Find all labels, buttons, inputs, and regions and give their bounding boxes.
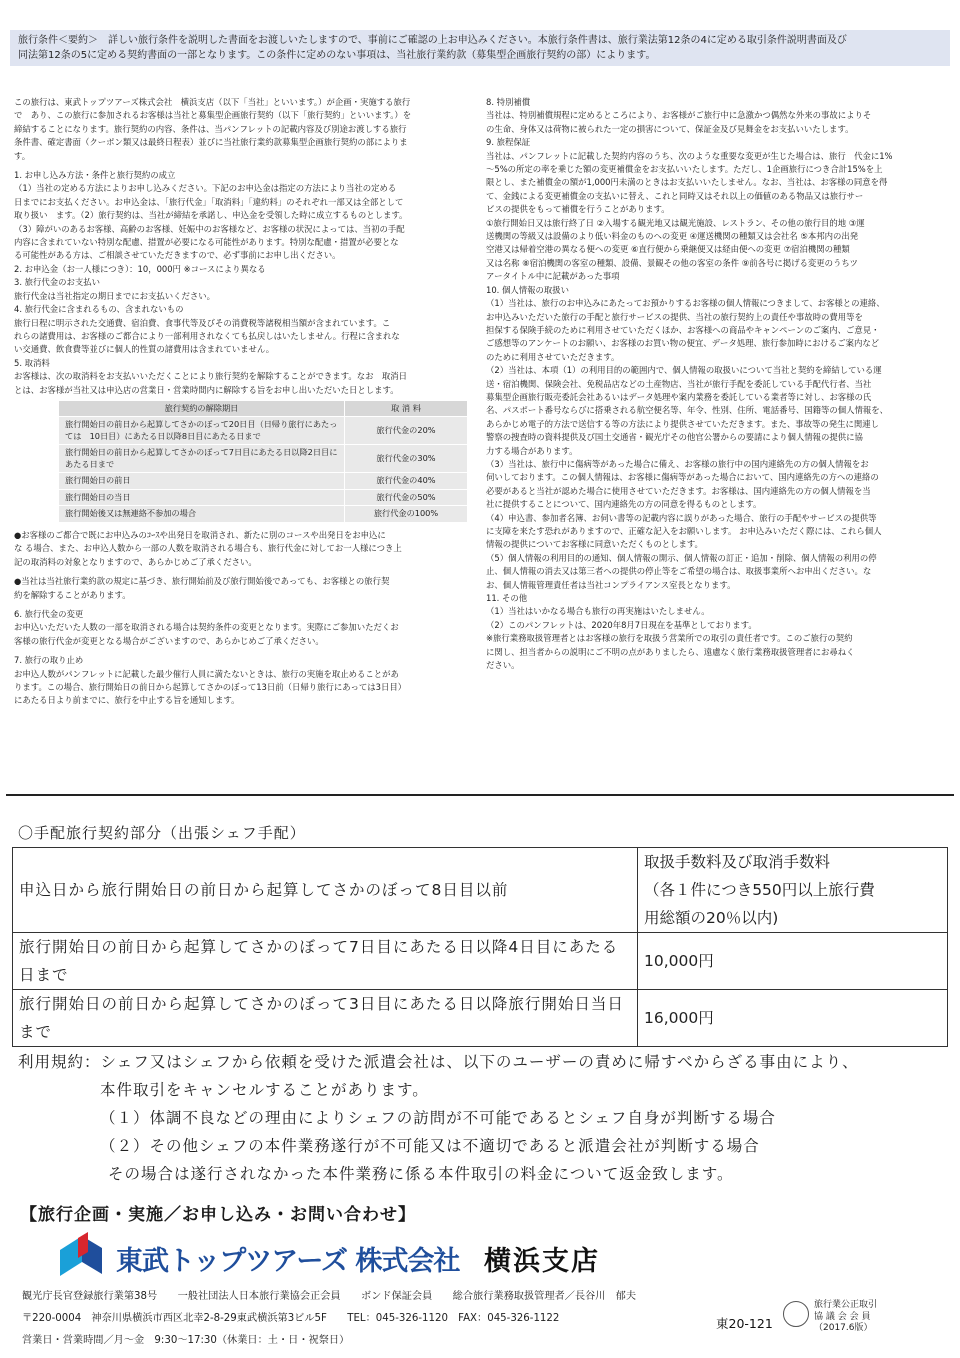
section-line: 社に提供することについて、国内連絡先の方の同意を得るものとします。 [486, 499, 762, 510]
section-line: に支障を来たす恐れがありますので、正確な記入をお願いします。 お申込みいただく際には、これら個人 [486, 526, 882, 536]
table-row [13, 848, 948, 933]
intro-line: この旅行は、東武トップツアーズ株式会社 横浜支店（以下「当社」といいます。）が企画・実施する旅行 [14, 97, 411, 107]
section-line: ①旅行開始日又は旅行終了日 ②入場する観光地又は観光施設、レストラン、その他の旅行目的地 ③運 [486, 217, 865, 228]
section-heading: 4. 旅行代金に含まれるもの、含まれないもの [14, 304, 184, 315]
section-line: （2）このパンフレットは、2020年8月7日現在を基準としております。 [486, 619, 757, 630]
intro-line: 締結することになります。旅行契約の内容、条件は、当パンフレットの記載内容及び別途お渡しする旅行 [14, 123, 407, 134]
section-heading: 9. 旅程保証 [486, 137, 531, 148]
section-line: アータイトル中に記載があった事項 [486, 271, 620, 282]
table-cell-period: 旅行開始日の前日から起算してさかのぼって7日目にあたる日以降4日目にあたる日まで [13, 933, 638, 990]
section-line: あらかじめ電子的方法で送信する等の方法により提供させていただきます。また、事故等の発生に関連し [486, 418, 879, 429]
section-line: 担保する保険手続のために利用させていただくほか、お客様への商品やキャンペーンのご案内、ご意見・ [486, 324, 880, 335]
section-line: （1）当社は、旅行のお申込みにあたってお預かりするお客様の個人情報につきまして、お客様との連絡、 [486, 298, 885, 309]
branch-name: 横浜支店 [484, 1246, 600, 1277]
section-line: 日までにお支払ください。お申込金は、「旅行代金」「取消料」「違約料」のそれぞれ一部又は全部として [14, 196, 404, 207]
table-cell-period: 旅行開始日の前日 [59, 473, 345, 490]
association-line: （2017.6版） [814, 1323, 873, 1333]
arranged-travel-fee-table [12, 847, 948, 1047]
section-line: 力する場合があります。 [486, 445, 578, 456]
table-cell-fee: 16,000円 [638, 990, 948, 1047]
table-cell-period: 旅行開始日の前日から起算してさかのぼって3日目にあたる日以降旅行開始日当日まで [13, 990, 638, 1047]
section-line: る可能性がある方は、ご相談させていただきますので、必ず事前にお申し出ください。 [14, 250, 341, 261]
note-contract-termination [14, 575, 466, 602]
left-column [14, 96, 466, 708]
table-cell-period: 申込日から旅行開始日の前日から起算してさかのぼって8日目以前 [13, 848, 638, 933]
section-line: ご感想等のアンケートのお願い、お客様のお買い物の便宜、データ処理、旅行参加時におけるご案内など [486, 338, 880, 349]
table-header-row [59, 400, 468, 417]
association-label [814, 1300, 877, 1335]
section-heading: 8. 特別補償 [486, 97, 531, 107]
note-line: 約を解除することがあります。 [14, 589, 131, 600]
contact-title: 【旅行企画・実施／お申し込み・お問い合わせ】 [20, 1205, 416, 1225]
table-row [59, 506, 468, 523]
banner-line-1: 旅行条件＜要約＞ 詳しい旅行条件を説明した書面をお渡しいたしますので、事前にご確認の上お申込みください。本旅行条件書は、旅行業法第12条の4に定める取引条件説明書面及び [18, 35, 847, 46]
table-cell-period: 旅行開始後又は無連絡不参加の場合 [59, 506, 345, 523]
section-heading: 11. その他 [486, 593, 528, 604]
note-line: ●当社は当社旅行業約款の規定に基づき、旅行開始前及び旅行開始後であっても、お客様との旅行契 [14, 576, 390, 587]
section-line: れらの諸費用は、お客様のご都合により一部利用されなくても払戻しはいたしません。行程に含まれな [14, 330, 400, 341]
section-line: にあたる日より前までに、旅行を中止する旨を通知します。 [14, 695, 240, 706]
section-line: お申込人数がパンフレットに記載した最少催行人員に満たないときは、旅行の実施を取止めることがあ [14, 668, 399, 679]
section-5-cancellation [14, 357, 466, 397]
section-line: 取り扱い ます。（2）旅行契約は、当社が締結を承諾し、申込金を受領した時に成立するものとします。 [14, 210, 408, 221]
right-column [486, 96, 948, 672]
section-2-deposit: 2. お申込金（お一人様につき）：10，000円 ※コースにより異なる [14, 263, 266, 274]
fee-line: （各１件につき550円以上旅行費 [644, 881, 875, 899]
intro-line: す。 [14, 150, 31, 161]
section-line: 警察の捜査時の資料提供及び国土交通省・観光庁その他官公署からの要請により個人情報の提供に協 [486, 432, 863, 443]
section-line: 当社は、特別補償規程に定めるところにより、お客様がご旅行中に急激かつ偶然な外来の事故によりそ [486, 110, 872, 121]
section-line: とは、お客様が当社又は申込店の営業日・営業時間内に解除する旨をお申し出いただいた日とします。 [14, 384, 399, 395]
section-line: 又は名称 ⑧宿泊機関の客室の種類、設備、景観その他の客室の条件 ⑨前各号に掲げる変更のうちツ [486, 257, 858, 268]
section-heading: 1. お申し込み方法・条件と旅行契約の成立 [14, 170, 176, 181]
section-heading: 5. 取消料 [14, 357, 50, 368]
terms-line: 利用規約：シェフ又はシェフから依頼を受けた派遣会社は、以下のユーザーの責めに帰すべからざる事由により、 [18, 1053, 859, 1071]
table-cell-period: 旅行開始日の前日から起算してさかのぼって7日目にあたる日以降2日目にあたる日まで [59, 445, 345, 473]
table-row [59, 445, 468, 473]
section-divider [6, 794, 954, 796]
section-6-price-change [14, 608, 466, 648]
section-heading: 10. 個人情報の取扱い [486, 284, 569, 295]
section-line: 旅行代金は当社指定の期日までにお支払いください。 [14, 290, 215, 301]
section-line: ～5%の所定の率を乗じた額の変更補償金をお支払いいたします。ただし、1企画旅行につき合計15%を上 [486, 164, 883, 175]
intro-paragraph [14, 96, 466, 163]
section-line: 伺いしております。この個人情報は、お客様に傷病等があった場合において、国内連絡先の方への連絡の [486, 472, 879, 483]
section-line: 客様の旅行代金が変更となる場合がございますので、あらかじめご了承ください。 [14, 635, 324, 646]
note-change-course [14, 529, 466, 569]
table-cell-period: 旅行開始日の前日から起算してさかのぼって20日目（日帰り旅行にあたっては 10日目）にあたる日以降8日目にあたる日まで [59, 417, 345, 445]
section-line: お、個人情報管理責任者は当社コンプライアンス室長となります。 [486, 579, 736, 590]
table-cell-fee [638, 848, 948, 933]
association-line: 旅行業公正取引 [814, 1300, 878, 1310]
section-line: 送機関の等級又は設備のより低い料金のものへの変更 ④運送機関の種類又は会社名 ⑤本邦内の出発 [486, 231, 859, 242]
terms-line: （１）体調不良などの理由によりシェフの訪問が不可能であるとシェフ自身が判断する場合 [100, 1109, 776, 1127]
terms-line: 本件取引をキャンセルすることがあります。 [100, 1081, 429, 1099]
intro-line: 条件書、確定書面（クーポン類又は最終日程表）並びに当社旅行業約款募集型企画旅行契約の部によりま [14, 137, 408, 148]
section-11-other [486, 592, 948, 672]
section-7-cancellation-of-tour [14, 654, 466, 708]
section-line: （5）個人情報の利用目的の通知、個人情報の開示、個人情報の訂正・追加・削除、個人情報の利用の停 [486, 552, 877, 563]
section-line: 空港又は帰着空港の異なる便への変更 ⑥直行便から乗継便又は経由便への変更 ⑦宿泊機関の種類 [486, 244, 850, 255]
business-hours: 営業日・営業時間／月～金 9:30～17:30（休業日：土・日・祝祭日） [22, 1335, 350, 1346]
table-row [59, 489, 468, 506]
intro-line: で あり、この旅行に参加されるお客様は当社と募集型企画旅行契約（以下「旅行契約」といいます。）を [14, 110, 412, 121]
section-line: （4）申込書、参加者名簿、お伺い書等の記載内容に誤りがあった場合、旅行の手配やサービスの提供等 [486, 512, 877, 523]
table-cell-fee: 旅行代金の30% [345, 445, 468, 473]
section-line: い交通費、飲食費等並びに個人的性質の諸費用は含まれていません。 [14, 344, 275, 355]
note-line: 記の取消料の対象となりますので、あらかじめご了承ください。 [14, 556, 257, 567]
section-line: （3）当社は、旅行中に傷病等があった場合に備え、お客様の旅行中の国内連絡先の方の個人情報をお [486, 458, 869, 469]
cancellation-fee-table [58, 400, 468, 523]
table-cell-fee: 10,000円 [638, 933, 948, 990]
section-line: ださい。 [486, 660, 520, 671]
table-row [59, 417, 468, 445]
section-line: ビスの提供をもって補償を行うことがあります。 [486, 204, 670, 215]
section-line: 限とし、また補償金の額が1,000円未満のときはお支払いいたしません。なお、当社は、お客様の同意を得 [486, 177, 888, 188]
section-line: （1）当社はいかなる場合も旅行の再実施はいたしません。 [486, 606, 710, 617]
banner-line-2: 同法第12条の5に定める契約書面の一部となります。この条件に定めのない事項は、当社旅行業約款（募集型企画旅行契約の部）によります。 [18, 50, 656, 61]
section-line: のために利用させていただきます。 [486, 351, 620, 362]
section-1-application [14, 169, 466, 263]
section-line: （3）障がいのあるお客様、高齢のお客様、妊娠中のお客様など、お客様の状況によっては、当初の手配 [14, 223, 405, 234]
section-10-personal-info [486, 284, 948, 592]
table-row [59, 473, 468, 490]
section-9-itinerary-guarantee [486, 136, 948, 283]
section-line: 名、パスポート番号ならびに搭乗される航空便名等、年令、性別、住所、電話番号、国籍等の個人情報を、 [486, 405, 888, 416]
table-header-period: 旅行契約の解除期日 [59, 400, 345, 417]
address-info: 〒220-0004 神奈川県横浜市西区北幸2-8-29東武横浜第3ビル5F TEL：045-326-1120 FAX：045-326-1122 [22, 1313, 560, 1324]
section-line: お申込いただいた人数の一部を取消される場合は契約条件の変更となります。実際にご参加いただくお [14, 622, 399, 633]
section-line: お客様は、次の取消料をお支払いいただくことにより旅行契約を解除することができます。なお 取消日 [14, 371, 407, 382]
section-line: ※旅行業務取扱管理者とはお客様の旅行を取扱う営業所での取引の責任者です。このご旅行の契約 [486, 633, 853, 644]
document-code: 東20-121 [716, 1316, 773, 1331]
section-line: の生命、身体又は荷物に被られた一定の損害について、保証金及び見舞金をお支払いいたします。 [486, 123, 854, 134]
section-line: に関し、担当者からの説明にご不明の点がありましたら、遠慮なく旅行業務取扱管理者にお尋ねく [486, 646, 855, 657]
table-header-fee: 取 消 料 [345, 400, 468, 417]
terms-line: その場合は遂行されなかった本件業務に係る本件取引の料金について返金致します。 [108, 1165, 734, 1183]
section-line: 旅行日程に明示された交通費、宿泊費、食事代等及びその消費税等諸税相当額が含まれています。こ [14, 317, 391, 328]
association-seal-icon [783, 1301, 809, 1327]
section-line: 情報の提供についてお客様に同意いただくものとします。 [486, 539, 703, 550]
section-line: 募集型企画旅行販売委託会社あるいはデータ処理や案内業務を委託している業者等に対し、お客様の氏 [486, 391, 872, 402]
fee-line: 取扱手数料及び取消手数料 [644, 853, 831, 871]
company-name: 東武トップツアーズ 株式会社 [116, 1246, 460, 1277]
section-line: 送・宿泊機関、保険会社、免税品店などの土産物店、当社が旅行手配を委託している手配代行者、当社 [486, 378, 872, 389]
terms-of-use [18, 1048, 948, 1188]
section-8-special-compensation [486, 96, 948, 136]
note-line: ●お客様のご都合で既にお申込みのｺｰｽや出発日を取消され、新たに別のコースや出発日をお申込に [14, 529, 386, 540]
company-logo-icon [58, 1232, 104, 1278]
section-line: て、金銭による変更補償金の支払いに替え、これと同時又はそれ以上の価値のある物品又は旅行サー [486, 190, 864, 201]
section-heading: 3. 旅行代金のお支払い [14, 277, 101, 288]
section-line: ります。この場合、旅行開始日の前日から起算してさかのぼって13日前（日帰り旅行にあっては3日目） [14, 682, 407, 692]
section-line: 内容に含まれていない特別な配慮、措置が必要になる可能性があります。特別な配慮・措置が必要とな [14, 237, 399, 248]
section-line: 当社は、パンフレットに記載した契約内容のうち、次のような重要な変更が生じた場合は、旅行 代金に1% [486, 150, 893, 161]
table-cell-fee: 旅行代金の100% [345, 506, 468, 523]
arranged-travel-title: 〇手配旅行契約部分（出張シェフ手配） [18, 824, 306, 842]
table-cell-fee: 旅行代金の20% [345, 417, 468, 445]
table-cell-period: 旅行開始日の当日 [59, 489, 345, 506]
section-line: （1）当社の定める方法によりお申し込みください。下記のお申込金は指定の方法により当社の定める [14, 183, 397, 194]
table-cell-fee: 旅行代金の40% [345, 473, 468, 490]
section-line: お申込みいただいた旅行の手配と旅行サービスの提供、当社の旅行契約上の責任や事故時の費用等を [486, 311, 863, 322]
association-line: 協 議 会 会 員 [814, 1311, 871, 1322]
terms-line: （２）その他シェフの本件業務遂行が不可能又は不適切であると派遣会社が判断する場合 [100, 1137, 760, 1155]
section-3-payment [14, 276, 466, 303]
registration-info: 観光庁長官登録旅行業第38号 一般社団法人日本旅行業協会正会員 ボンド保証会員 総合旅行業務取扱管理者／長谷川 郁夫 [22, 1291, 637, 1302]
fee-line: 用総額の20％以内) [644, 909, 779, 927]
section-line: 止、個人情報の消去又は第三者への提供の停止等をご希望の場合は、取扱事業所へお申出ください。な [486, 566, 872, 577]
section-heading: 6. 旅行代金の変更 [14, 608, 84, 619]
section-line: （2）当社は、本項（1）の利用目的の範囲内で、個人情報の取扱いについて当社と契約を締結している運 [486, 365, 882, 376]
table-row [13, 933, 948, 990]
note-line: な る場合、また、お申込人数から一部の人数を取消される場合も、旅行代金に対してお一人様につき上 [14, 543, 402, 554]
section-line: 必要があると当社が認めた場合に使用させていただきます。お客様は、国内連絡先の方の個人情報を当 [486, 485, 871, 496]
section-4-inclusions [14, 303, 466, 357]
section-heading: 7. 旅行の取り止め [14, 655, 84, 666]
table-cell-fee: 旅行代金の50% [345, 489, 468, 506]
table-row [13, 990, 948, 1047]
conditions-banner [10, 30, 950, 66]
